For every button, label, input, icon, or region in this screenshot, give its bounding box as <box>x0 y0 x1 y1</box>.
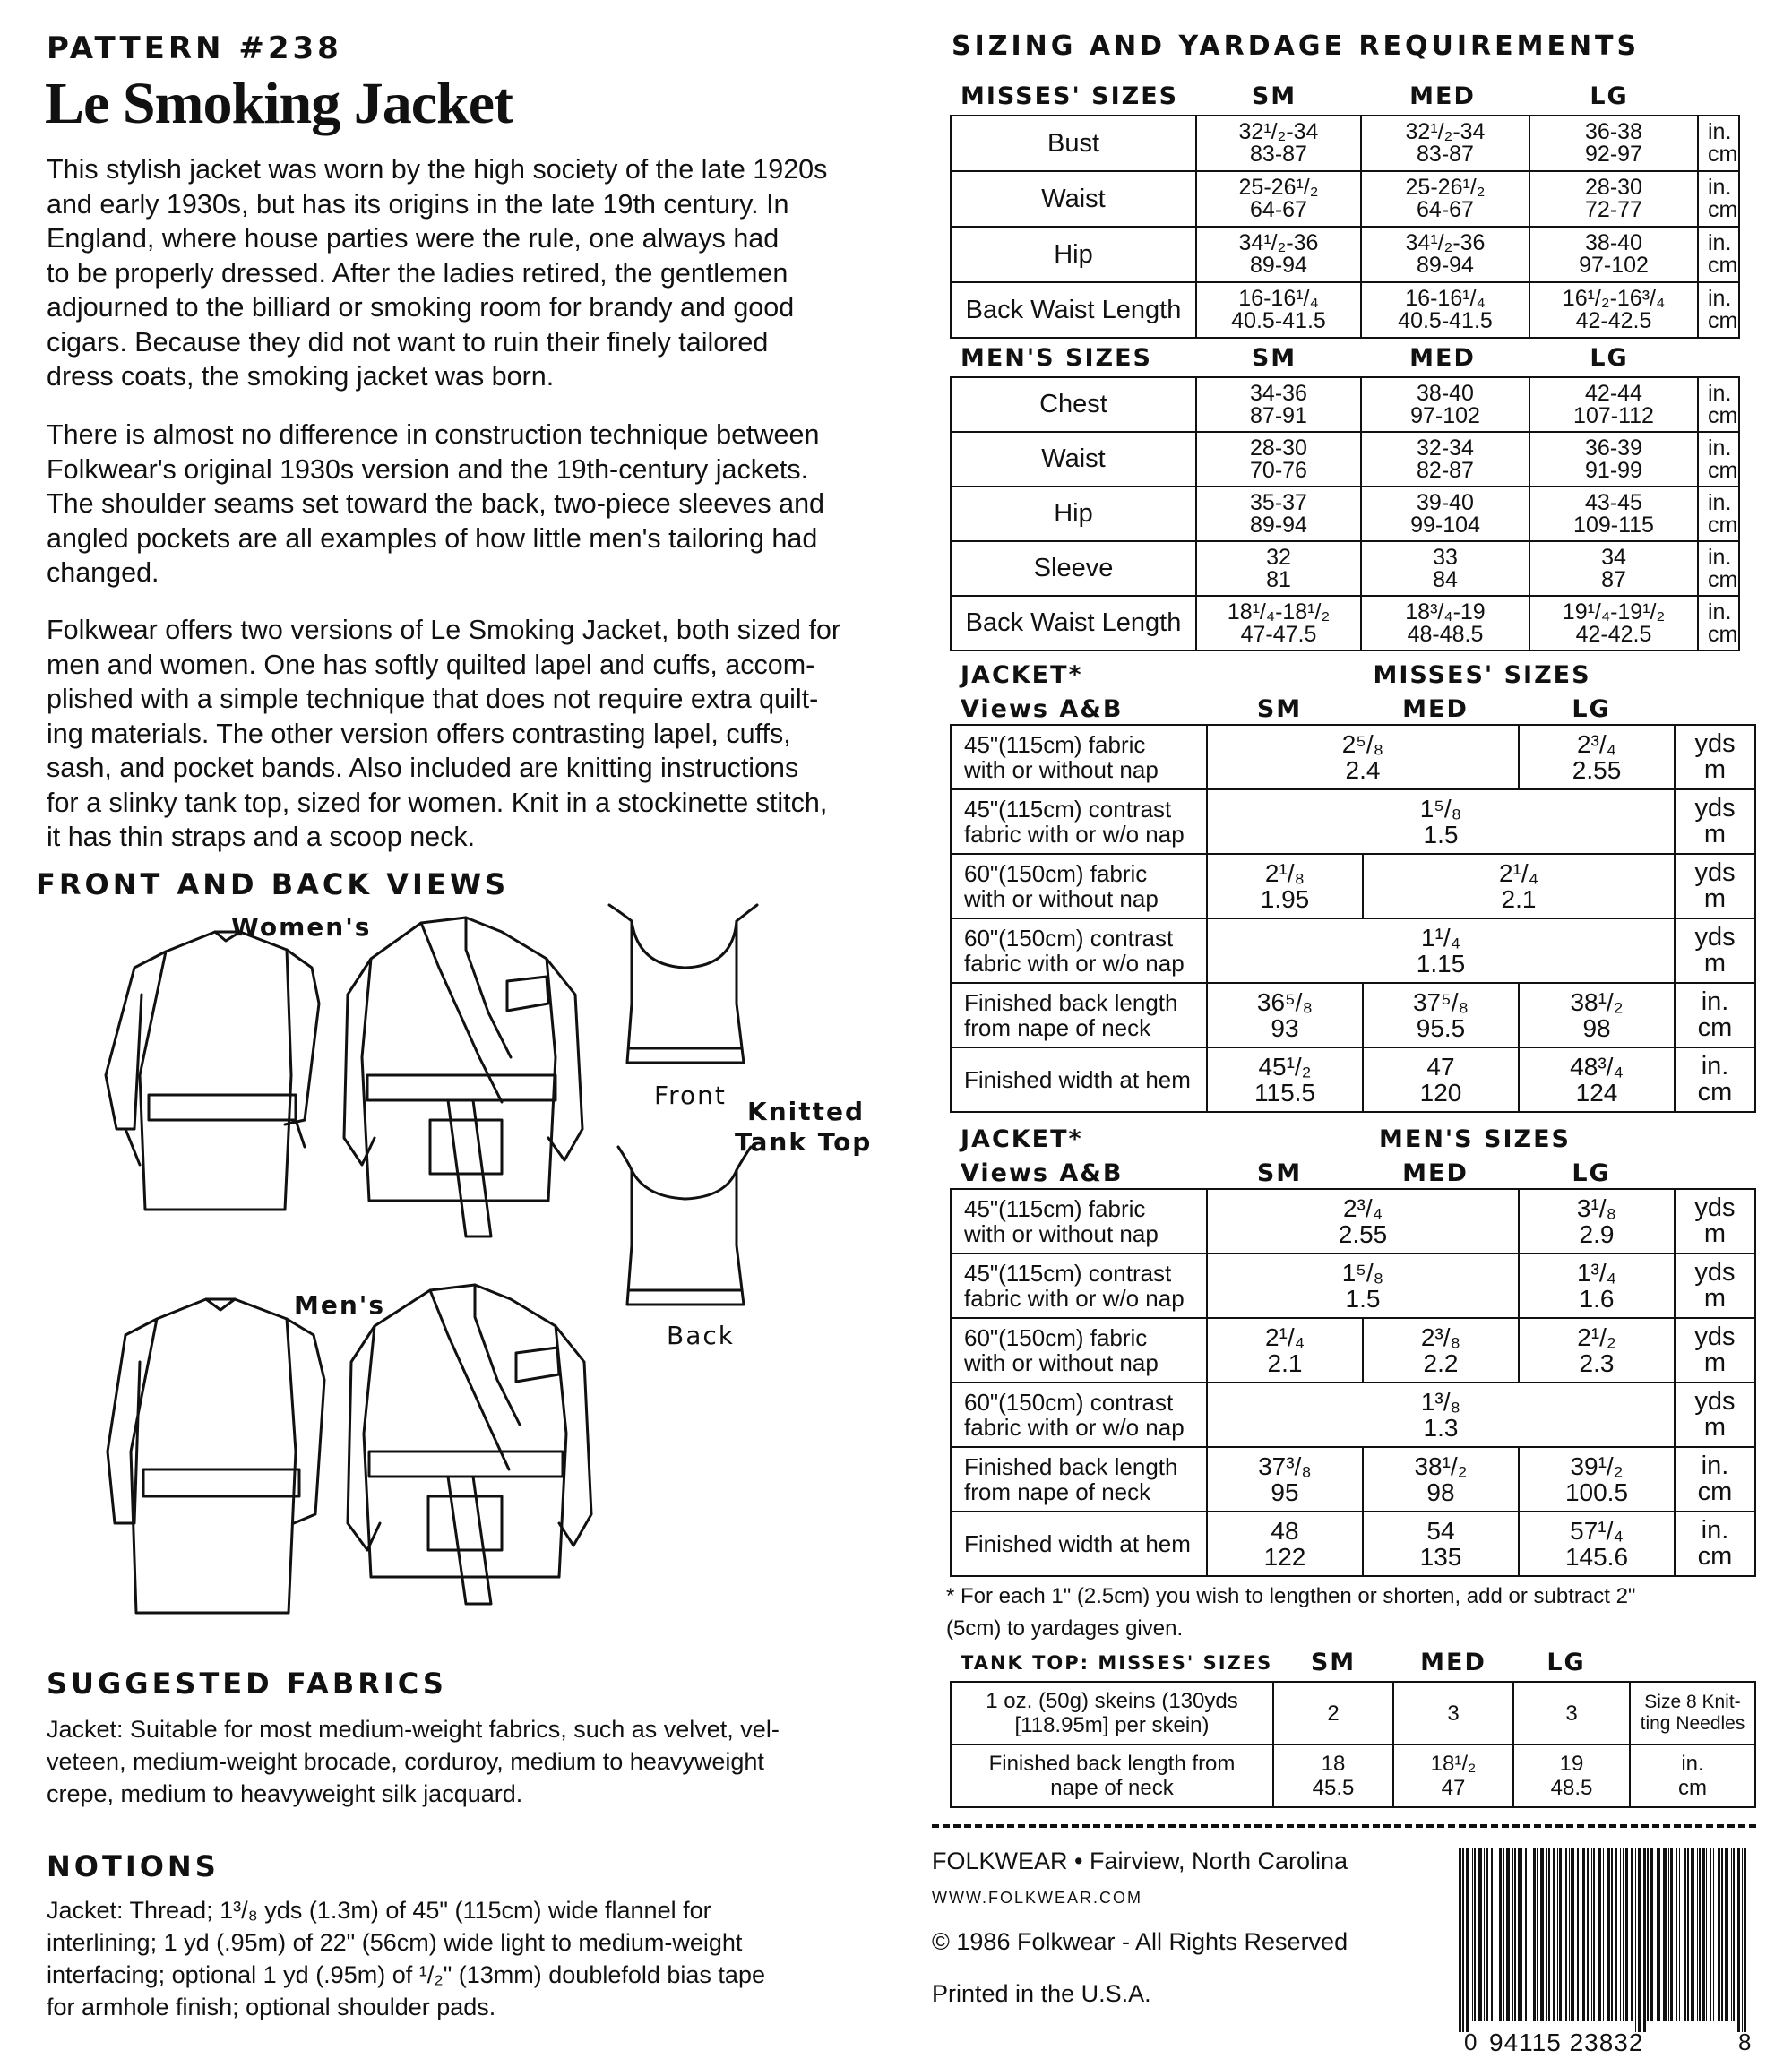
barcode-bar <box>1697 1848 1698 2021</box>
text-line: plished with a simple technique that does not require extra quilt- <box>47 684 819 714</box>
barcode-bar <box>1638 1848 1641 2032</box>
table-row <box>951 1318 1755 1383</box>
col-lg: LG <box>1572 1159 1611 1187</box>
barcode-bar <box>1691 1848 1694 2021</box>
row-label: 45"(115cm) contrast fabric with or w/o nap <box>951 1253 1207 1318</box>
unit-cell: yds m <box>1675 1318 1755 1383</box>
value-cell: 43-45 109-115 <box>1529 487 1698 541</box>
value-cell: 34¹/₂-36 89-94 <box>1196 227 1361 282</box>
barcode-bar <box>1491 1848 1493 2021</box>
unit-cell: in. cm <box>1698 432 1739 487</box>
unit-cell: yds m <box>1675 725 1755 789</box>
row-label: 60"(150cm) contrast fabric with or w/o nap <box>951 1383 1207 1447</box>
unit-cell: in. cm <box>1698 116 1739 171</box>
barcode-bar <box>1615 1848 1617 2021</box>
col-sm: SM <box>1251 82 1297 110</box>
barcode-bar <box>1676 1848 1677 2021</box>
table-row <box>951 282 1739 338</box>
tank-top-label: TANK TOP: MISSES' SIZES <box>961 1652 1273 1674</box>
col-lg: LG <box>1572 695 1611 723</box>
text-line: and early 1930s, but has its origins in the late 19th century. In <box>47 188 789 220</box>
value-cell: 2¹/₈ 1.95 <box>1207 854 1363 918</box>
barcode-bar <box>1611 1848 1613 2021</box>
table-row <box>951 1047 1755 1112</box>
col-lg: LG <box>1590 82 1629 110</box>
table-row <box>951 541 1739 596</box>
views-label: Views A&B <box>961 1159 1124 1187</box>
row-label: Back Waist Length <box>951 596 1196 650</box>
text-line: veteen, medium-weight brocade, corduroy, medium to heavyweight <box>47 1748 764 1775</box>
dashed-divider <box>932 1824 1756 1828</box>
barcode-bar <box>1577 1848 1579 2021</box>
barcode-bar <box>1687 1848 1689 2021</box>
value-cell: 33 84 <box>1361 541 1529 596</box>
text-line: There is almost no difference in construction technique between <box>47 419 820 450</box>
barcode <box>1452 1848 1756 2036</box>
barcode-bar <box>1557 1848 1558 2021</box>
barcode-bar <box>1462 1848 1464 2032</box>
text-line: angled pockets are all examples of how little men's tailoring had <box>47 522 818 554</box>
barcode-bar <box>1548 1848 1550 2021</box>
unit-cell: in. cm <box>1675 983 1755 1047</box>
barcode-bar <box>1546 1848 1547 2021</box>
barcode-bar <box>1486 1848 1488 2021</box>
value-cell: 3 <box>1393 1682 1513 1745</box>
unit-cell: yds m <box>1675 918 1755 983</box>
unit-cell: in. cm <box>1630 1745 1755 1807</box>
value-cell: 19¹/₄-19¹/₂ 42-42.5 <box>1529 596 1698 650</box>
value-cell: 2¹/₄ 2.1 <box>1363 854 1675 918</box>
barcode-bar <box>1484 1848 1485 2021</box>
table-row <box>951 854 1755 918</box>
unit-cell: in. cm <box>1675 1047 1755 1112</box>
jacket-label: JACKET* <box>961 1125 1083 1153</box>
barcode-bar <box>1635 1848 1636 2032</box>
barcode-bar <box>1710 1848 1711 2021</box>
tank-top-back-illustration <box>618 1147 751 1305</box>
value-cell: 39-40 99-104 <box>1361 487 1529 541</box>
col-lg: LG <box>1590 344 1629 372</box>
table-row <box>951 1447 1755 1512</box>
row-label: Finished width at hem <box>951 1047 1207 1112</box>
unit-cell: yds m <box>1675 854 1755 918</box>
row-label: 60"(150cm) fabric with or without nap <box>951 1318 1207 1383</box>
value-cell: 2³/₈ 2.2 <box>1363 1318 1519 1383</box>
text-line: (5cm) to yardages given. <box>946 1616 1184 1641</box>
barcode-bar <box>1670 1848 1673 2021</box>
barcode-bar <box>1744 1848 1746 2032</box>
value-cell: 2⁵/₈ 2.4 <box>1207 725 1519 789</box>
table-row <box>951 1189 1755 1253</box>
barcode-bar <box>1647 1848 1649 2021</box>
text-line: men and women. One has softly quilted lapel and cuffs, accom- <box>47 649 815 680</box>
unit-cell: yds m <box>1675 1189 1755 1253</box>
barcode-bar <box>1474 1848 1476 2021</box>
value-cell: 28-30 70-76 <box>1196 432 1361 487</box>
value-cell: 34 87 <box>1529 541 1698 596</box>
text-line: crepe, medium to heavyweight silk jacquard. <box>47 1780 523 1807</box>
value-cell: 38¹/₂ 98 <box>1363 1447 1519 1512</box>
barcode-bar <box>1742 1848 1743 2032</box>
mens-label: Men's <box>294 1290 386 1320</box>
barcode-bar <box>1571 1848 1574 2021</box>
barcode-bar <box>1607 1848 1610 2021</box>
barcode-digit-left: 0 <box>1464 2029 1478 2055</box>
col-med: MED <box>1402 695 1469 723</box>
value-cell: 18³/₄-19 48-48.5 <box>1361 596 1529 650</box>
notions-text <box>47 1894 765 2023</box>
row-label: 45"(115cm) fabric with or without nap <box>951 725 1207 789</box>
barcode-bar <box>1514 1848 1516 2021</box>
website-link[interactable]: WWW.FOLKWEAR.COM <box>932 1889 1142 1907</box>
text-line: ing materials. The other version offers contrasting lapel, cuffs, <box>47 718 791 749</box>
tank-front-label: Front <box>654 1081 727 1110</box>
jacket-label: JACKET* <box>961 661 1083 689</box>
table-row <box>951 1682 1755 1745</box>
row-label: Bust <box>951 116 1196 171</box>
barcode-bar <box>1663 1848 1667 2021</box>
barcode-bar <box>1553 1848 1555 2021</box>
row-label: 60"(150cm) fabric with or without nap <box>951 854 1207 918</box>
barcode-bar <box>1565 1848 1567 2021</box>
value-cell: 16-16¹/₄ 40.5-41.5 <box>1196 282 1361 338</box>
col-lg: LG <box>1546 1649 1586 1676</box>
value-cell: 2³/₄ 2.55 <box>1519 725 1675 789</box>
text-line: The shoulder seams set toward the back, two-piece sleeves and <box>47 488 825 519</box>
barcode-bar <box>1650 1848 1653 2021</box>
jacket-misses-yardage-table <box>950 724 1756 1113</box>
barcode-bar <box>1706 1848 1707 2021</box>
sizing-heading: SIZING AND YARDAGE REQUIREMENTS <box>952 30 1641 62</box>
value-cell: 1³/₄ 1.6 <box>1519 1253 1675 1318</box>
row-label: Finished width at hem <box>951 1512 1207 1576</box>
womens-label: Women's <box>231 912 372 942</box>
barcode-bar <box>1718 1848 1720 2021</box>
table-row <box>951 1253 1755 1318</box>
barcode-bar <box>1733 1848 1735 2021</box>
value-cell: 2³/₄ 2.55 <box>1207 1189 1519 1253</box>
value-cell: 36-38 92-97 <box>1529 116 1698 171</box>
barcode-bar <box>1699 1848 1701 2021</box>
table-row <box>951 377 1739 432</box>
text-line: interfacing; optional 1 yd (.95m) of ¹/₂" (13mm) doublefold bias tape <box>47 1961 765 1988</box>
value-cell: 38¹/₂ 98 <box>1519 983 1675 1047</box>
value-cell: 2 <box>1273 1682 1393 1745</box>
table-row <box>951 1383 1755 1447</box>
value-cell: 57¹/₄ 145.6 <box>1519 1512 1675 1576</box>
value-cell: 32¹/₂-34 83-87 <box>1361 116 1529 171</box>
text-line: dress coats, the smoking jacket was born. <box>47 361 555 392</box>
barcode-bar <box>1657 1848 1658 2021</box>
barcode-digits: 94115 23832 <box>1489 2029 1644 2056</box>
value-cell: 37⁵/₈ 95.5 <box>1363 983 1519 1047</box>
row-label: Finished back length from nape of neck <box>951 1447 1207 1512</box>
table-row <box>951 596 1739 650</box>
barcode-bar <box>1518 1848 1521 2021</box>
barcode-bar <box>1625 1848 1628 2021</box>
value-cell: 25-26¹/₂ 64-67 <box>1196 171 1361 227</box>
value-cell: 37³/₈ 95 <box>1207 1447 1363 1512</box>
table-row <box>951 1745 1755 1807</box>
unit-cell: in. cm <box>1675 1512 1755 1576</box>
value-cell: 36⁵/₈ 93 <box>1207 983 1363 1047</box>
row-label: Back Waist Length <box>951 282 1196 338</box>
text-line: cigars. Because they did not want to ruin their finely tailored <box>47 326 769 358</box>
barcode-bar <box>1537 1848 1538 2021</box>
text-line: interlining; 1 yd (.95m) of 22" (56cm) wide light to medium-weight <box>47 1929 743 1956</box>
printed-in: Printed in the U.S.A. <box>932 1980 1151 2007</box>
barcode-bar <box>1521 1848 1522 2021</box>
unit-cell: yds m <box>1675 789 1755 854</box>
value-cell: 34-36 87-91 <box>1196 377 1361 432</box>
text-line: Folkwear's original 1930s version and the 19th-century jackets. <box>47 453 809 485</box>
barcode-bar <box>1506 1848 1510 2021</box>
unit-cell: Size 8 Knit- ting Needles <box>1630 1682 1755 1745</box>
col-med: MED <box>1420 1649 1486 1676</box>
barcode-bar <box>1587 1848 1589 2021</box>
views-heading: FRONT AND BACK VIEWS <box>36 867 510 901</box>
barcode-bar <box>1713 1848 1714 2021</box>
table-row <box>951 1512 1755 1576</box>
barcode-bar <box>1620 1848 1621 2021</box>
col-sm: SM <box>1310 1649 1357 1676</box>
notions-heading: NOTIONS <box>47 1849 220 1883</box>
text-line: sash, and pocket bands. Also included are knitting instructions <box>47 753 799 783</box>
fabrics-heading: SUGGESTED FABRICS <box>47 1667 447 1701</box>
unit-cell: in. cm <box>1698 487 1739 541</box>
table-row <box>951 171 1739 227</box>
tank-back-label: Back <box>667 1321 735 1350</box>
table-row <box>951 116 1739 171</box>
value-cell: 34¹/₂-36 89-94 <box>1361 227 1529 282</box>
value-cell: 1¹/₄ 1.15 <box>1207 918 1675 983</box>
value-cell: 47 120 <box>1363 1047 1519 1112</box>
text-line: to be properly dressed. After the ladies retired, the gentlemen <box>47 257 788 289</box>
value-cell: 19 48.5 <box>1513 1745 1630 1807</box>
table-row <box>951 918 1755 983</box>
barcode-bar <box>1679 1848 1680 2021</box>
text-line: Jacket: Suitable for most medium-weight fabrics, such as velvet, vel- <box>47 1716 780 1743</box>
row-label: 60"(150cm) contrast fabric with or w/o nap <box>951 918 1207 983</box>
knitted-tank-label-line-2: Tank Top <box>735 1127 873 1157</box>
text-line: adjourned to the billiard or smoking room for brandy and good <box>47 292 795 323</box>
text-line: it has thin straps and a scoop neck. <box>47 822 476 852</box>
barcode-bar <box>1559 1848 1562 2021</box>
value-cell: 32 81 <box>1196 541 1361 596</box>
col-med: MED <box>1402 1159 1469 1187</box>
barcode-bar <box>1569 1848 1570 2021</box>
col-sm: SM <box>1251 344 1297 372</box>
barcode-bar <box>1459 1848 1461 2032</box>
barcode-bar <box>1472 1848 1473 2021</box>
value-cell: 28-30 72-77 <box>1529 171 1698 227</box>
barcode-bar <box>1721 1848 1723 2021</box>
value-cell: 18¹/₂ 47 <box>1393 1745 1513 1807</box>
fabrics-text <box>47 1713 780 1810</box>
tank-top-front-illustration <box>609 905 757 1063</box>
value-cell: 45¹/₂ 115.5 <box>1207 1047 1363 1112</box>
barcode-bar <box>1668 1848 1669 2021</box>
barcode-bar <box>1503 1848 1504 2021</box>
misses-body-measurements-table <box>950 115 1740 339</box>
barcode-bar <box>1533 1848 1536 2021</box>
barcode-bar <box>1643 1848 1646 2032</box>
barcode-bar <box>1593 1848 1595 2021</box>
row-label: Chest <box>951 377 1196 432</box>
unit-cell: in. cm <box>1698 282 1739 338</box>
value-cell: 35-37 89-94 <box>1196 487 1361 541</box>
value-cell: 42-44 107-112 <box>1529 377 1698 432</box>
value-cell: 3¹/₈ 2.9 <box>1519 1189 1675 1253</box>
value-cell: 1⁵/₈ 1.5 <box>1207 789 1675 854</box>
col-sm: SM <box>1256 1159 1303 1187</box>
value-cell: 18 45.5 <box>1273 1745 1393 1807</box>
unit-cell: in. cm <box>1698 541 1739 596</box>
text-line: for armhole finish; optional shoulder pads. <box>47 1994 496 2020</box>
barcode-bar <box>1702 1848 1705 2021</box>
mens-sizes-label: MEN'S SIZES <box>961 344 1152 372</box>
unit-cell: in. cm <box>1675 1447 1755 1512</box>
table-row <box>951 432 1739 487</box>
barcode-bar <box>1603 1848 1604 2021</box>
value-cell: 16¹/₂-16³/₄ 42-42.5 <box>1529 282 1698 338</box>
text-line: Jacket: Thread; 1³/₈ yds (1.3m) of 45" (115cm) wide flannel for <box>47 1897 711 1924</box>
tank-top-yardage-table <box>950 1681 1756 1808</box>
unit-cell: yds m <box>1675 1253 1755 1318</box>
text-line: Folkwear offers two versions of Le Smoking Jacket, both sized for <box>47 615 841 645</box>
value-cell: 36-39 91-99 <box>1529 432 1698 487</box>
mens-jacket-back-illustration <box>108 1299 324 1613</box>
value-cell: 38-40 97-102 <box>1361 377 1529 432</box>
unit-cell: in. cm <box>1698 377 1739 432</box>
row-label: Sleeve <box>951 541 1196 596</box>
barcode-bar <box>1591 1848 1592 2021</box>
value-cell: 48 122 <box>1207 1512 1363 1576</box>
barcode-bar <box>1512 1848 1513 2021</box>
barcode-bar <box>1582 1848 1585 2021</box>
womens-jacket-front-illustration <box>344 918 582 1236</box>
barcode-bar <box>1598 1848 1601 2021</box>
row-label: 45"(115cm) contrast fabric with or w/o nap <box>951 789 1207 854</box>
garment-illustrations <box>0 0 905 1667</box>
barcode-digit-right: 8 <box>1738 2029 1752 2055</box>
row-label: 1 oz. (50g) skeins (130yds [118.95m] per skein) <box>951 1682 1273 1745</box>
value-cell: 48³/₄ 124 <box>1519 1047 1675 1112</box>
row-label: Finished back length from nape of neck <box>951 1745 1273 1807</box>
text-line: changed. <box>47 557 159 588</box>
barcode-bar <box>1623 1848 1624 2021</box>
barcode-bar <box>1478 1848 1482 2021</box>
value-cell: 38-40 97-102 <box>1529 227 1698 282</box>
mens-jacket-front-illustration <box>348 1285 591 1604</box>
unit-cell: in. cm <box>1698 171 1739 227</box>
row-label: Finished back length from nape of neck <box>951 983 1207 1047</box>
table-row <box>951 983 1755 1047</box>
value-cell: 32¹/₂-34 83-87 <box>1196 116 1361 171</box>
barcode-bar <box>1540 1848 1544 2021</box>
row-label: Hip <box>951 227 1196 282</box>
value-cell: 3 <box>1513 1682 1630 1745</box>
text-line: England, where house parties were the rule, one always had <box>47 223 780 254</box>
row-label: Waist <box>951 171 1196 227</box>
table-row <box>951 487 1739 541</box>
pattern-number: PATTERN #238 <box>47 30 342 66</box>
yardage-footnote <box>946 1581 1635 1645</box>
text-line: This stylish jacket was worn by the high society of the late 1920s <box>47 154 828 185</box>
barcode-bar <box>1631 1848 1633 2021</box>
table-row <box>951 725 1755 789</box>
publisher: FOLKWEAR • Fairview, North Carolina <box>932 1848 1348 1874</box>
text-line: * For each 1" (2.5cm) you wish to lengthen or shorten, add or subtract 2" <box>946 1584 1636 1608</box>
value-cell: 54 135 <box>1363 1512 1519 1576</box>
mens-body-measurements-table <box>950 376 1740 651</box>
col-med: MED <box>1409 82 1476 110</box>
womens-jacket-back-illustration <box>106 932 319 1210</box>
row-label: Waist <box>951 432 1196 487</box>
barcode-bar <box>1725 1848 1728 2021</box>
barcode-bar <box>1684 1848 1686 2021</box>
knitted-tank-label-line-1: Knitted <box>747 1097 866 1126</box>
copyright: © 1986 Folkwear - All Rights Reserved <box>932 1928 1348 1955</box>
value-cell: 39¹/₂ 100.5 <box>1519 1447 1675 1512</box>
barcode-bar <box>1466 1848 1469 2032</box>
value-cell: 25-26¹/₂ 64-67 <box>1361 171 1529 227</box>
barcode-bar <box>1731 1848 1732 2021</box>
value-cell: 2¹/₂ 2.3 <box>1519 1318 1675 1383</box>
jacket-mens-yardage-table <box>950 1188 1756 1577</box>
unit-cell: in. cm <box>1698 596 1739 650</box>
col-med: MED <box>1409 344 1476 372</box>
value-cell: 32-34 82-87 <box>1361 432 1529 487</box>
barcode-bar <box>1499 1848 1502 2021</box>
value-cell: 16-16¹/₄ 40.5-41.5 <box>1361 282 1529 338</box>
unit-cell: in. cm <box>1698 227 1739 282</box>
row-label: Hip <box>951 487 1196 541</box>
barcode-bar <box>1737 1848 1740 2032</box>
col-sm: SM <box>1256 695 1303 723</box>
group-label: MISSES' SIZES <box>1373 661 1591 689</box>
barcode-bar <box>1658 1848 1660 2021</box>
value-cell: 1³/₈ 1.3 <box>1207 1383 1675 1447</box>
table-row <box>951 789 1755 854</box>
row-label: 45"(115cm) fabric with or without nap <box>951 1189 1207 1253</box>
misses-sizes-label: MISSES' SIZES <box>961 82 1179 110</box>
page-title: Le Smoking Jacket <box>45 71 513 136</box>
barcode-bar <box>1525 1848 1527 2021</box>
value-cell: 2¹/₄ 2.1 <box>1207 1318 1363 1383</box>
views-label: Views A&B <box>961 695 1124 723</box>
unit-cell: yds m <box>1675 1383 1755 1447</box>
group-label: MEN'S SIZES <box>1379 1125 1571 1153</box>
value-cell: 1⁵/₈ 1.5 <box>1207 1253 1519 1318</box>
value-cell: 18¹/₄-18¹/₂ 47-47.5 <box>1196 596 1361 650</box>
text-line: for a slinky tank top, sized for women. Knit in a stockinette stitch, <box>47 787 828 818</box>
table-row <box>951 227 1739 282</box>
